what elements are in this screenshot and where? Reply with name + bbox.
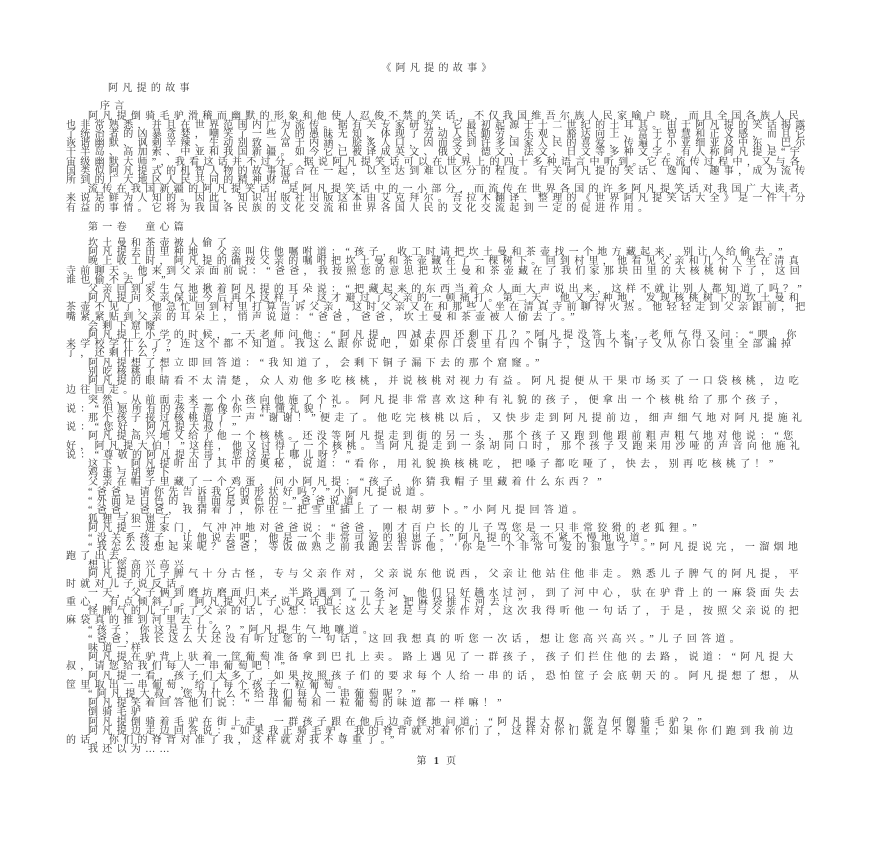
story-paragraph: 阿凡提去田里种地，父亲叫住他嘱咐道：“孩子，收工时请把坎土曼和茶壶找一个地方藏起来，别让人给偷去。” xyxy=(88,247,787,259)
trailing-line: 我还以为…… xyxy=(88,744,174,756)
story-paragraph: 阿凡提的儿子脾气十分古怪，专与父亲作对，父亲说东他说西，父亲让他站住他非走。熟悉儿子脾气的阿凡提，平时就对儿子说反话。 xyxy=(66,569,803,590)
story-paragraph: “孩子，你这是干什么？”阿凡提生气地嚷道。 xyxy=(88,624,378,636)
story-paragraph: “阿凡提大叔，您为什么不给我们每人一串葡萄呢？” xyxy=(88,689,421,700)
story-paragraph: 阿凡提在驴背上驮着一筐葡萄准备拿到巴扎上卖。路上遇见了一群孩子，孩子们拦住他的去路，说道：“阿凡提大叔，请您给我们每人一串葡萄吧！” xyxy=(66,652,798,673)
page-footer xyxy=(66,757,811,766)
story-paragraph: 怪脾气的儿子听了父亲的话，心想：我长这么大老是与父亲作对，这次我得听他一句话了，于是，按照父亲说的把麻袋真的推到河里去了。 xyxy=(66,606,803,627)
story-paragraph: 一天，父子俩到磨坊磨面归来，半路遇到了一条河，他们只好趟水过河，到了河中心，驮在驴背上的一麻袋面失去重心，有点倾斜了。阿凡提对儿子说反话道：“儿子，把麻袋推下河去！” xyxy=(66,587,803,608)
preface-paragraph: 阿凡提倒骑毛驴滑稽而幽默的形象和他使人忍俊不禁的笑话，不仅我国维吾尔族人民家喻户晓，而且全国各族人民也非常熟悉，并且在世界范围内广为流传。据有关专家研究，它最初起源于十二世纪的土耳其。由于阿凡提的笑话揭露了统治者的凶暴贪婪，嘲笑了一些人的愚昧无知，体现了劳动人民勤劳、乐观、豁达向上、富于智慧和正义感，而且它诙谐幽默、讽刺辛辣、生动别致、富于内涵、脍炙人口，因而受到许多国家人民的喜爱，传遍了小亚细亚及中东、巴尔干半岛、高加索、中亚和我国新疆。如今它已被译成英文、俄文、德文、法文、日文等多种文字。有人称阿凡提是“宇宙级幽默大师”，我看这话并不过分。据说阿凡提笑话可以在世界上的四十多种语言中听到。它在流传过程中，又与各国类似阿凡提式的机智人物的故事混合在一起，以至达到难以区分的程度。有关阿凡提的笑话、逸闻、趣事，成为流传所到的广大地区人民共同的精神财富。 xyxy=(66,110,810,187)
story-paragraph: 那个孩子接过核桃道了一声“谢谢！”便走了。他吃完核桃以后，又快步走到阿凡提前边，细声细气地对阿凡提施礼说：“您好，阿凡提大叔！” xyxy=(66,412,807,434)
volume-heading: 第一卷 童心篇 xyxy=(88,221,189,233)
story-paragraph: “外面是白色的，里面是黄色的。”爸爸说道。 xyxy=(88,495,373,507)
story-title: 想让您高兴高兴 xyxy=(88,560,189,572)
story-paragraph: 阿凡提向父亲保证今后再不这样了，这才避过了父亲的一顿痛打。第二天，他又去种地，发现核桃树下的坎土曼和茶壶不见了，他急忙回到村里打算告诉父亲，这时父亲又在和那些人坐在清真寺前聊得火热。他轻轻走到父亲跟前，把嘴紧紧贴到父亲的耳朵上，悄声说道：“爸爸，爸爸，坎土曼和茶壶被人偷去了。” xyxy=(66,293,810,323)
story-paragraph: 阿凡提的眼睛看不太清楚，众人劝他多吃核桃，并说核桃对视力有益。阿凡提便从干果市场买了一口袋核桃，边吃边往回走。 xyxy=(66,376,803,397)
story-paragraph: 晚上收工时，阿凡提的确按父亲的嘱咐把坎土曼和茶壶藏在了一棵树下。回到村里，他看见父亲和几个人坐在清真寺前聊天。他来到父亲面前说：“爸爸，我按照您的意思把坎土曼和茶壶藏在了我们家那块田里的大核桃树下了，这回谁也偷不去了。” xyxy=(66,256,805,286)
story-paragraph: “没关系孩子，让他说去吧，他是一个非常可爱的狼崽子。”阿凡提的父亲不紧不慢地说道。 xyxy=(88,532,659,544)
story-paragraph: 阿凡提笑着回答他们说：“一串葡萄和一粒葡萄的味道都一样嘛！” xyxy=(88,698,506,710)
story-paragraph: “我怎么没想起来呢？爸爸，等饭做熟之前我跑去告诉他，‘你是一个非常可爱的狼崽子’。”阿凡提说完，一溜烟地跑了出去。 xyxy=(66,541,803,562)
story-title: 别吃核桃了！ xyxy=(88,366,174,378)
page-footer-suffix: 页 xyxy=(446,756,461,768)
story-paragraph: 突然，从前面走来一个小孩向他施了个礼。阿凡提非常喜欢这种有礼貌的孩子，便拿出一个核桃给了那个孩子，说：“但愿所有的孩子都像你一样懂礼貌！” xyxy=(66,394,789,415)
stories-container xyxy=(66,239,811,745)
book-title: 阿凡提的故事 xyxy=(108,83,194,95)
document-title: 《阿凡提的故事》 xyxy=(381,63,496,74)
preface-paragraph: 流传在我国新疆的阿凡提笑话，是阿凡提笑话中的一小部分，而流传在世界各国的许多阿凡提笑话对我国广大读者来说是鲜为人知的。因此，知识出版社出版这本由艾克拜尔。吾拉木翻译、整理的《世界阿凡提笑话大全》是一件十分有益的事情。它将为我国各民族的文化交流和世界各国人民的文化交流起到一定的促进作用。 xyxy=(66,184,810,214)
story-paragraph: 阿凡提上小学的时候，一天老师问他：“阿凡提，四减去四还剩下几？”阿凡提没答上来，老师气得又问：“喂，你来学校学什么了？连这个都不知道。我这么跟你说吧，如果你口袋里有四个铜子，这四个铜子又从你口袋里全部漏掉了，还剩什么？” xyxy=(66,330,801,360)
story-paragraph: 阿凡提一进家门，气冲冲地对爸爸说：“爸爸，刚才百户长的儿子骂您是一只非常狡猾的老狐狸。” xyxy=(88,523,702,535)
story-title: 鸡蛋与胡萝卜 xyxy=(88,468,174,480)
story-paragraph: “爸爸，请你先告诉我它的形状好吗？”小阿凡提说道。 xyxy=(88,486,435,498)
story-title: 味道一样 xyxy=(88,642,146,654)
text-column xyxy=(66,64,811,767)
story-paragraph: 阿凡提高兴地又给了他一个核桃。还没等阿凡提走到街的另一头，那个孩子又跑到他跟前粗声粗气地对他说：“您好，阿凡提大伯！”这样，他又讨得了一个核桃。当阿凡提走到一条胡同口时，那个孩子又跑来用沙哑的声音向他施礼说：“尊敬的阿凡提大哥，您这是上哪儿呀？” xyxy=(66,431,805,461)
story-paragraph: 阿凡提想了想立即回答道：“我知道了，会剩下铜子漏下去的那个窟窿。” xyxy=(88,357,544,369)
page-footer-prefix: 第 xyxy=(416,756,431,768)
story-paragraph: “爸爸，我长这么大还没有听过您的一句话，这回我想真的听您一次话，想让您高兴高兴。”儿子回答道。 xyxy=(88,633,744,645)
story-paragraph: 父亲在帽子里藏了一个鸡蛋，问小阿凡提：“孩子，你猜我帽子里藏着什么东西？” xyxy=(88,477,606,489)
story-title: 狐狸与狼崽子 xyxy=(88,514,174,526)
page-number: 1 xyxy=(433,756,444,768)
story-paragraph: 阿凡提倒骑着毛驴在街上走，一群孩子跟在他后边奇怪地问道：“阿凡提大叔，您为何倒骑毛驴？” xyxy=(88,716,707,728)
story-paragraph: 阿凡提一看，孩子们太多了，如果按照孩子们的要求每个人给一串的话，恐怕筐子会底朝天的。阿凡提想了想，从筐里取出一串葡萄，给了每个孩子一粒葡萄。 xyxy=(66,670,803,691)
preface-heading: 序言 xyxy=(100,101,129,113)
preface-paragraphs xyxy=(66,112,811,213)
story-paragraph: 父亲回到家生气地揪着阿凡提的耳朵说：“把藏起来的东西当着众人面大声说出来，这样不就让别人都知道了吗？” xyxy=(88,284,807,296)
story-title: 会剩下窟窿 xyxy=(88,320,160,332)
story-paragraph: 这下，阿凡提听出了其中的奥秘，说道：“看你，用礼貌换核桃吃，把嗓子都吃哑了，快去，别再吃核桃了！” xyxy=(88,458,778,470)
story-paragraph: “爸爸，爸爸，我猜着了，你在一把雪里插上了一根胡萝卜。”小阿凡提回答道。 xyxy=(88,504,587,516)
story-title: 倒骑毛驴 xyxy=(88,707,146,719)
story-title: 坎土曼和茶壶被人偷了 xyxy=(88,238,231,250)
story-paragraph: 阿凡提边走边回答说：“如果我正骑毛驴，我的脊背就对着你们了，这样对你们就是不尊重；如果你们跑到我前边的话，你们的脊背对准了我，这样就对我不尊重了。” xyxy=(66,725,798,747)
